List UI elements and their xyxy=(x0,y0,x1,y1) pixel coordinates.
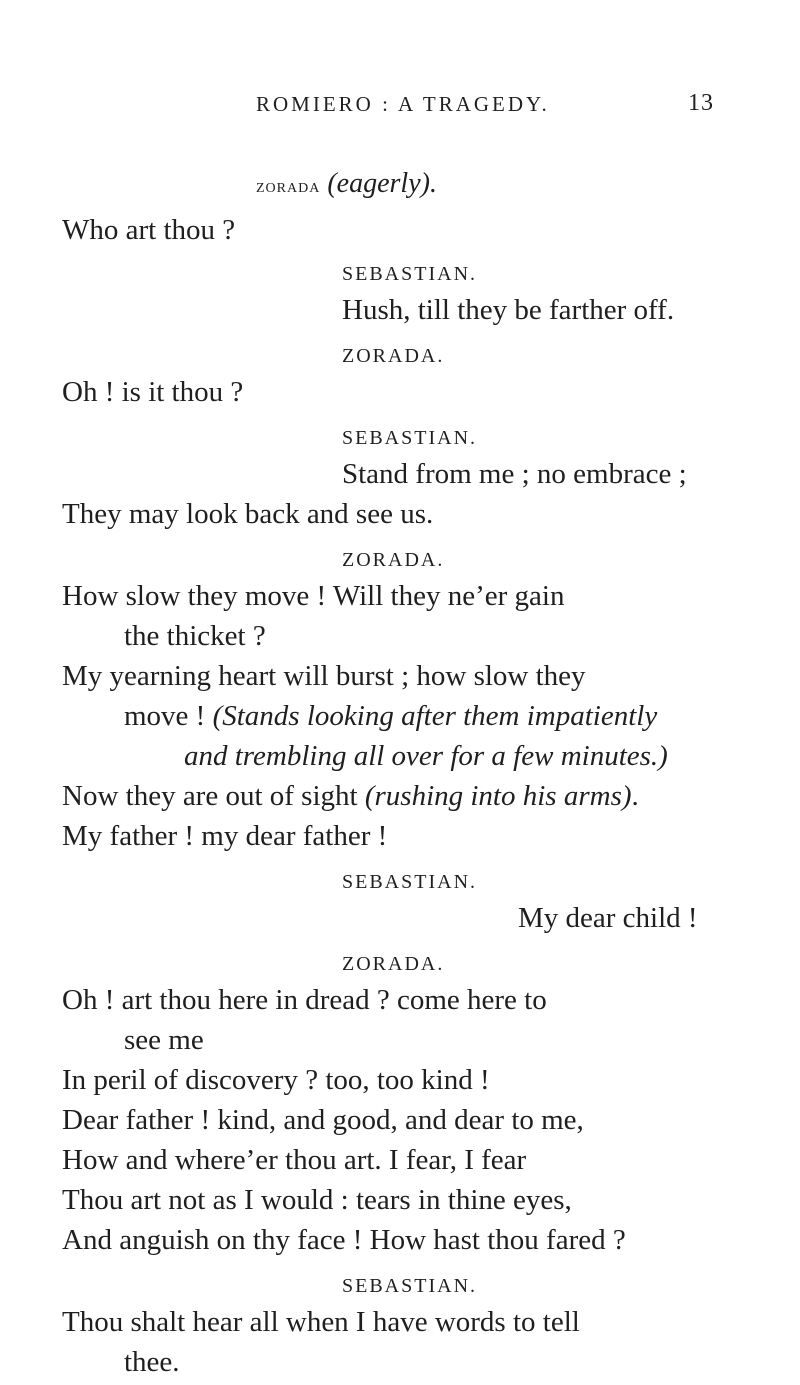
stage-direction: and trembling all over for a few minutes.) xyxy=(184,740,668,772)
dialogue-line xyxy=(124,698,657,734)
dialogue-line: Stand from me ; no embrace ; xyxy=(342,458,687,490)
running-header xyxy=(0,86,800,122)
dialogue-text: move ! xyxy=(124,700,213,732)
dialogue-line: My dear child ! xyxy=(518,902,698,934)
stage-direction: (eagerly). xyxy=(327,168,437,199)
dialogue-line: My father ! my dear father ! xyxy=(62,820,388,852)
running-title: ROMIERO : A TRAGEDY. xyxy=(256,92,550,116)
speaker-name: SEBASTIAN. xyxy=(342,263,478,285)
page-number: 13 xyxy=(688,90,714,116)
dialogue-line: the thicket ? xyxy=(124,620,266,652)
dialogue-line: Thou shalt hear all when I have words to tell xyxy=(62,1306,580,1338)
dialogue-line: They may look back and see us. xyxy=(62,498,434,530)
speaker-name xyxy=(256,166,437,204)
speaker-name: SEBASTIAN. xyxy=(342,871,478,893)
speaker-name: SEBASTIAN. xyxy=(342,427,478,449)
dialogue-line: How slow they move ! Will they ne’er gain xyxy=(62,580,565,612)
dialogue-line: thee. xyxy=(124,1346,180,1378)
dialogue-line: My yearning heart will burst ; how slow they xyxy=(62,660,586,692)
dialogue-line: How and where’er thou art. I fear, I fear xyxy=(62,1144,527,1176)
dialogue-line: Oh ! is it thou ? xyxy=(62,376,244,408)
speaker-name: SEBASTIAN. xyxy=(342,1275,478,1297)
speaker-name: ZORADA. xyxy=(342,953,445,975)
dialogue-line: Hush, till they be farther off. xyxy=(342,294,675,326)
dialogue-text: Now they are out of sight xyxy=(62,780,365,812)
stage-direction: (Stands looking after them impatiently xyxy=(212,700,658,732)
speaker-label: zorada xyxy=(256,175,321,197)
dialogue-line: Who art thou ? xyxy=(62,214,236,246)
dialogue-line: Oh ! art thou here in dread ? come here to xyxy=(62,984,547,1016)
dialogue-line: Dear father ! kind, and good, and dear to me, xyxy=(62,1104,584,1136)
speaker-name: ZORADA. xyxy=(342,549,445,571)
dialogue-line: And anguish on thy face ! How hast thou fared ? xyxy=(62,1224,626,1256)
stage-direction: (rushing into his arms) xyxy=(364,780,632,812)
dialogue-line xyxy=(62,778,639,814)
dialogue-line: In peril of discovery ? too, too kind ! xyxy=(62,1064,490,1096)
dialogue-line: see me xyxy=(124,1024,204,1056)
punctuation: . xyxy=(631,780,639,812)
dialogue-line: Thou art not as I would : tears in thine eyes, xyxy=(62,1184,572,1216)
speaker-name: ZORADA. xyxy=(342,345,445,367)
